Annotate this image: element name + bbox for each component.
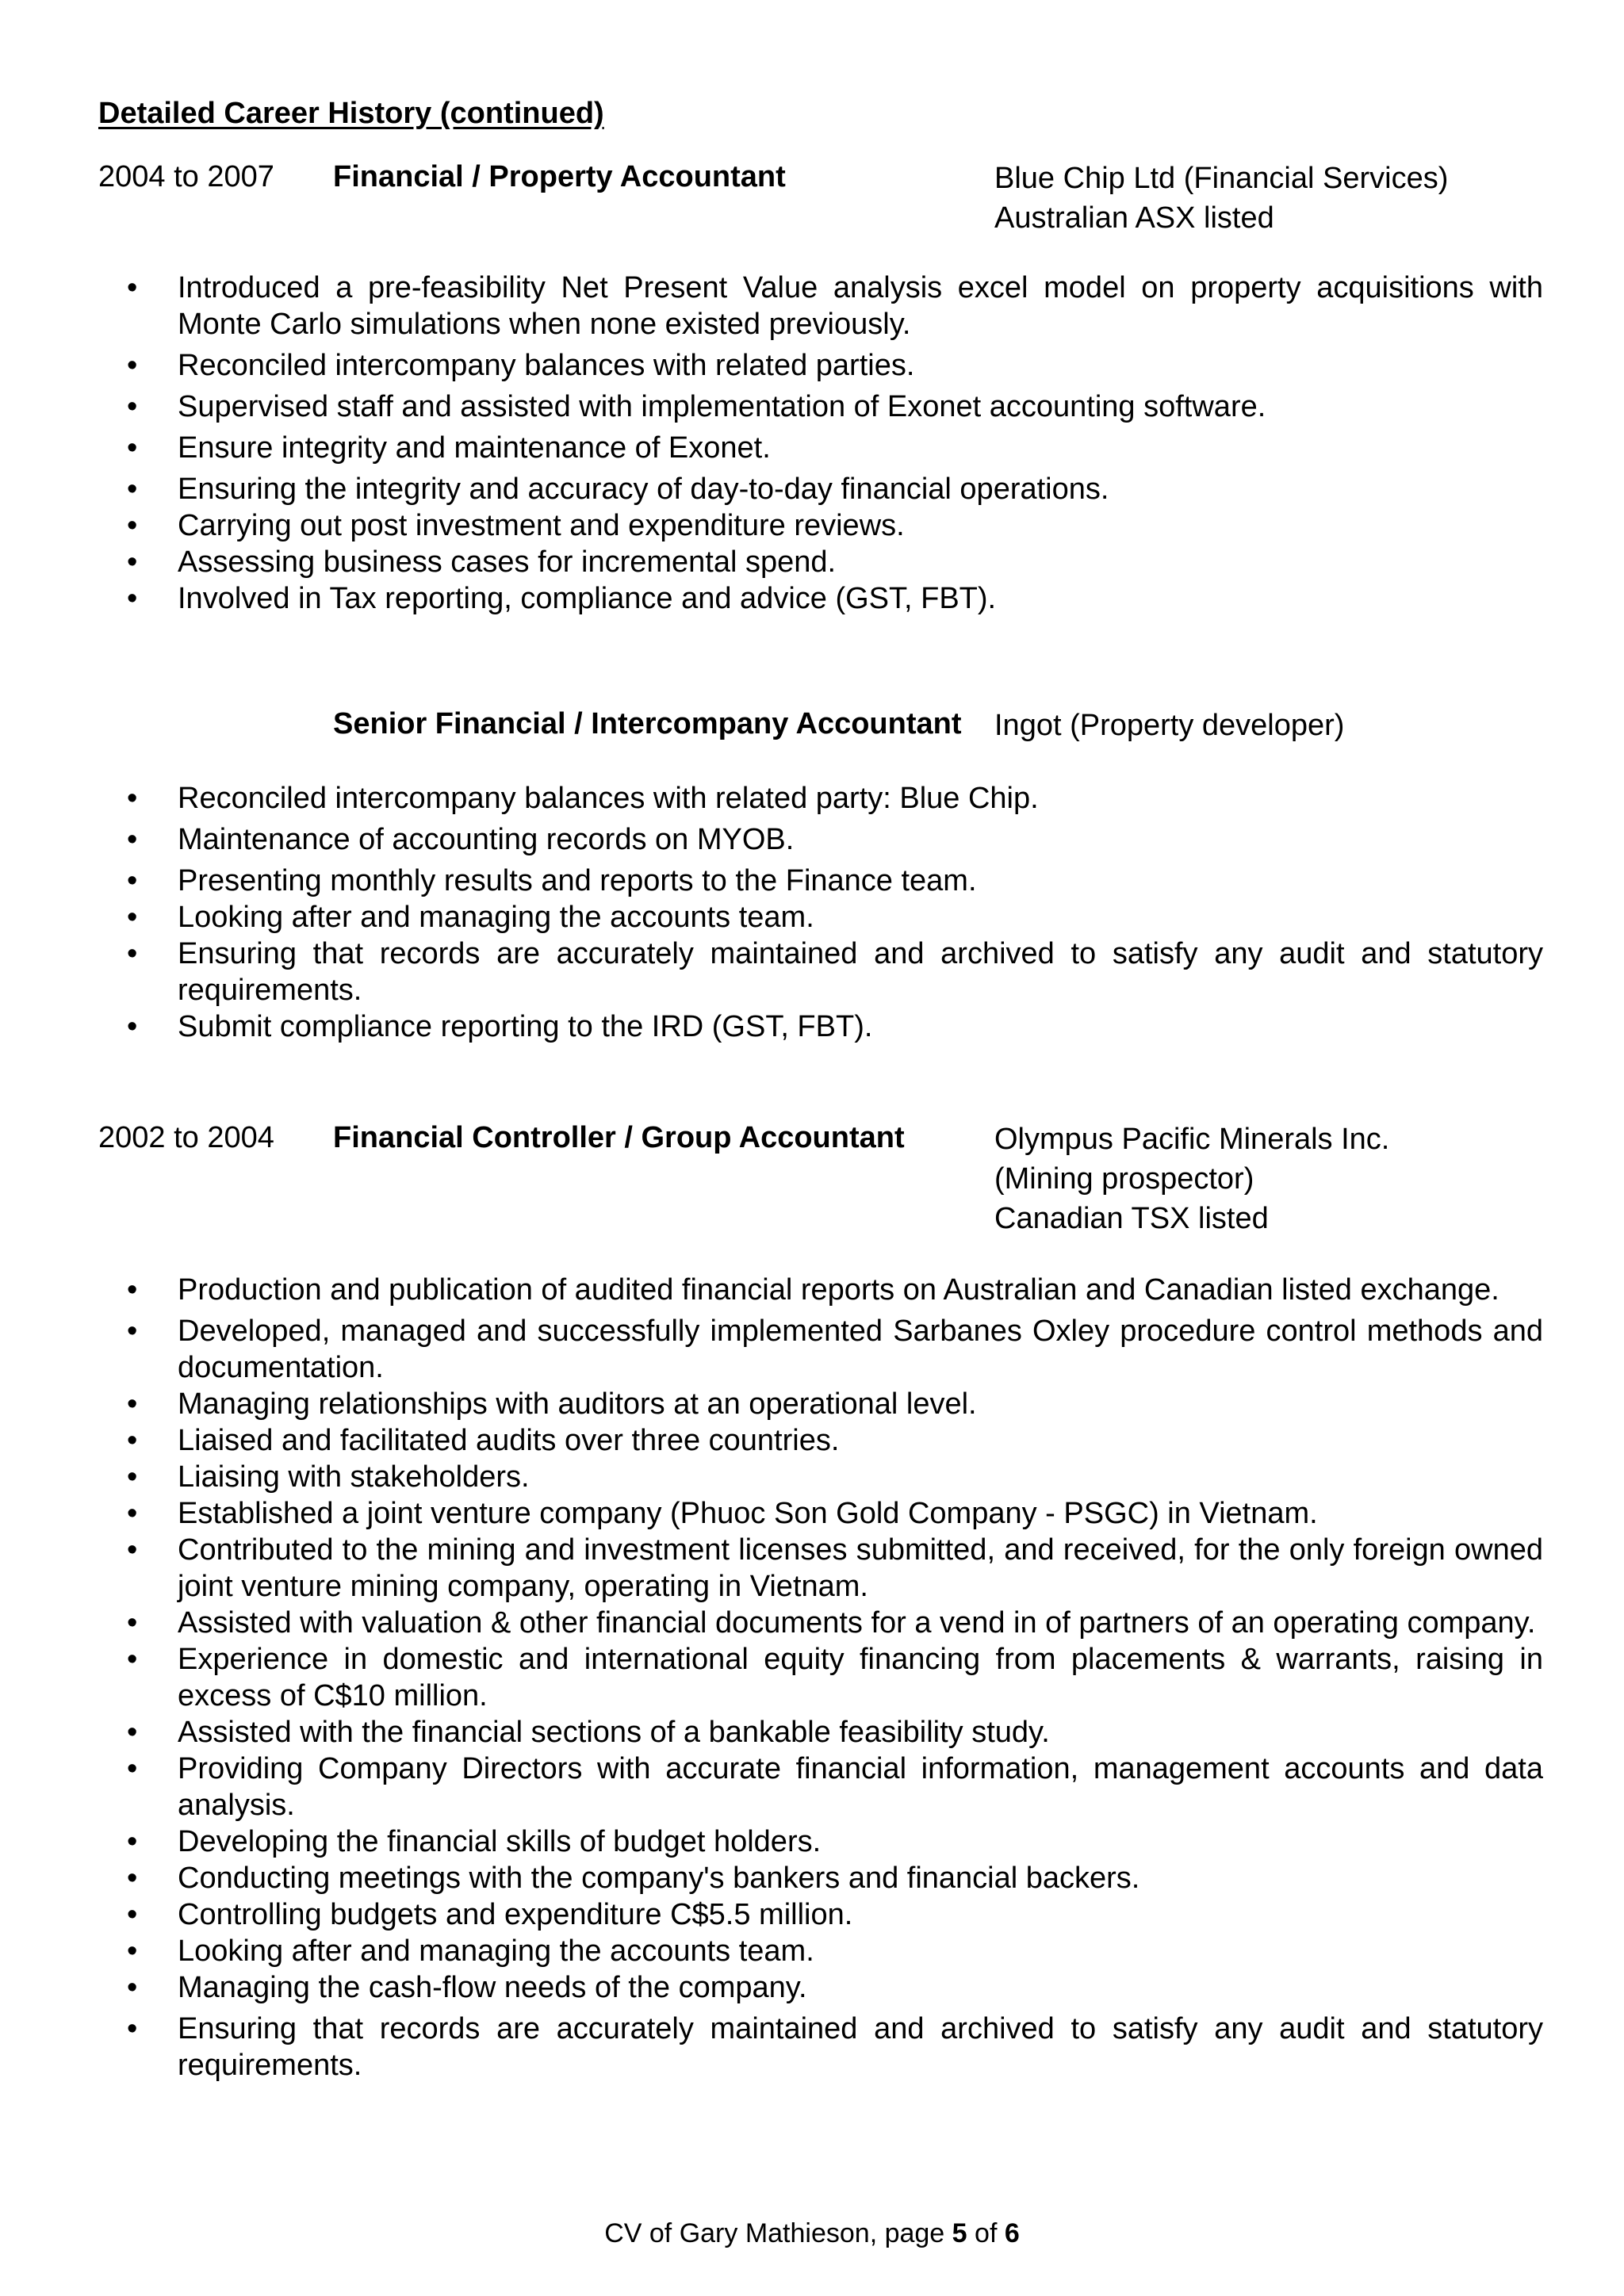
bullet-icon: • [127,1010,138,1043]
list-item: • Production and publication of audited financial reports on Australian and Canadian listed exchange. [127,1273,1500,1307]
bullet-icon: • [127,545,138,579]
company-line: Canadian TSX listed [994,1202,1269,1235]
list-item: • Established a joint venture company (Phuoc Son Gold Company - PSGC) in Vietnam. [127,1497,1318,1530]
bullet-icon: • [127,1533,138,1567]
footer-middle: of [967,2218,1005,2248]
list-item: • Reconciled intercompany balances with related party: Blue Chip. [127,782,1039,815]
bullet-icon: • [127,782,138,815]
bullet-icon: • [127,431,138,465]
bullet-icon: • [127,1387,138,1421]
list-item: • Developed, managed and successfully implemented Sarbanes Oxley procedure control methods and documentation. [127,1314,1543,1384]
list-item: • Assisted with valuation & other financial documents for a vend in of partners of an operating company. [127,1606,1536,1640]
bullet-icon: • [127,1643,138,1676]
job-years: 2002 to 2004 [98,1121,274,1154]
bullet-icon: • [127,864,138,897]
bullet-icon: • [127,1862,138,1895]
list-item: • Introduced a pre-feasibility Net Present Value analysis excel model on property acquisitions with Monte Carlo simulations when none existed previously. [127,271,1543,341]
footer-prefix: CV of Gary Mathieson, page [604,2218,952,2248]
list-item: • Developing the financial skills of budget holders. [127,1825,822,1858]
bullet-icon: • [127,1934,138,1968]
bullet-icon: • [127,349,138,382]
list-item: • Providing Company Directors with accurate financial information, management accounts and data analysis. [127,1752,1543,1822]
list-item: • Ensuring that records are accurately maintained and archived to satisfy any audit and statutory requirements. [127,2012,1543,2082]
bullet-icon: • [127,1716,138,1749]
list-item: • Looking after and managing the accounts team. [127,901,814,934]
list-item: • Managing the cash-flow needs of the company. [127,1971,807,2004]
bullet-icon: • [127,1497,138,1530]
company-line: Blue Chip Ltd (Financial Services) [994,162,1449,195]
list-item: • Managing relationships with auditors at an operational level. [127,1387,977,1421]
list-item: • Assisted with the financial sections of a bankable feasibility study. [127,1716,1050,1749]
footer-page-total: 6 [1004,2218,1020,2248]
bullet-icon: • [127,1971,138,2004]
list-item: • Ensuring the integrity and accuracy of day-to-day financial operations. [127,473,1109,506]
list-item: • Submit compliance reporting to the IRD (GST, FBT). [127,1010,873,1043]
job-company [994,1119,1389,1238]
bullet-icon: • [127,509,138,542]
list-item: • Presenting monthly results and reports to the Finance team. [127,864,977,897]
bullet-icon: • [127,1898,138,1931]
list-item: • Ensure integrity and maintenance of Exonet. [127,431,771,465]
section-heading: Detailed Career History (continued) [98,97,604,130]
page-footer [0,2217,1624,2250]
list-item: • Looking after and managing the accounts team. [127,1934,814,1968]
list-item: • Assessing business cases for incremental spend. [127,545,837,579]
company-line: Australian ASX listed [994,201,1274,235]
bullet-icon: • [127,582,138,615]
list-item: • Controlling budgets and expenditure C$5.5 million. [127,1898,853,1931]
list-item: • Liaising with stakeholders. [127,1460,530,1494]
list-item: • Liaised and facilitated audits over three countries. [127,1424,840,1457]
job-bullets-3 [0,1272,1543,2084]
bullet-icon: • [127,1825,138,1858]
bullet-icon: • [127,901,138,934]
list-item: • Involved in Tax reporting, compliance and advice (GST, FBT). [127,582,997,615]
job-title: Senior Financial / Intercompany Accountant [333,707,962,740]
list-item: • Carrying out post investment and expenditure reviews. [127,509,905,542]
bullet-icon: • [127,1314,138,1348]
bullet-icon: • [127,937,138,970]
job-bullets-2 [0,780,1543,1045]
list-item: • Supervised staff and assisted with implementation of Exonet accounting software. [127,390,1266,423]
bullet-icon: • [127,1273,138,1307]
bullet-icon: • [127,1424,138,1457]
job-company [994,159,1448,238]
company-line: (Mining prospector) [994,1162,1254,1196]
list-item: • Conducting meetings with the company's bankers and financial backers. [127,1862,1140,1895]
bullet-icon: • [127,1606,138,1640]
list-item: • Maintenance of accounting records on MYOB. [127,823,795,856]
job-title: Financial / Property Accountant [333,160,786,193]
company-line: Ingot (Property developer) [994,709,1345,742]
job-header-3 [98,1119,1542,1246]
list-item: • Reconciled intercompany balances with related parties. [127,349,915,382]
job-header-1 [98,159,1542,285]
bullet-icon: • [127,473,138,506]
job-years: 2004 to 2007 [98,160,274,193]
list-item: • Ensuring that records are accurately maintained and archived to satisfy any audit and statutory requirements. [127,937,1543,1007]
bullet-icon: • [127,390,138,423]
bullet-icon: • [127,1752,138,1785]
list-item: • Contributed to the mining and investment licenses submitted, and received, for the only foreign owned joint venture mining company, operating in Vietnam. [127,1533,1543,1603]
bullet-icon: • [127,823,138,856]
bullet-icon: • [127,271,138,304]
job-title: Financial Controller / Group Accountant [333,1121,905,1154]
bullet-icon: • [127,2012,138,2045]
list-item: • Experience in domestic and international equity financing from placements & warrants, raising in excess of C$10 million. [127,1643,1543,1712]
bullet-icon: • [127,1460,138,1494]
footer-page-number: 5 [952,2218,967,2248]
company-line: Olympus Pacific Minerals Inc. [994,1123,1390,1156]
job-company [994,706,1344,745]
job-bullets-1 [0,270,1543,617]
